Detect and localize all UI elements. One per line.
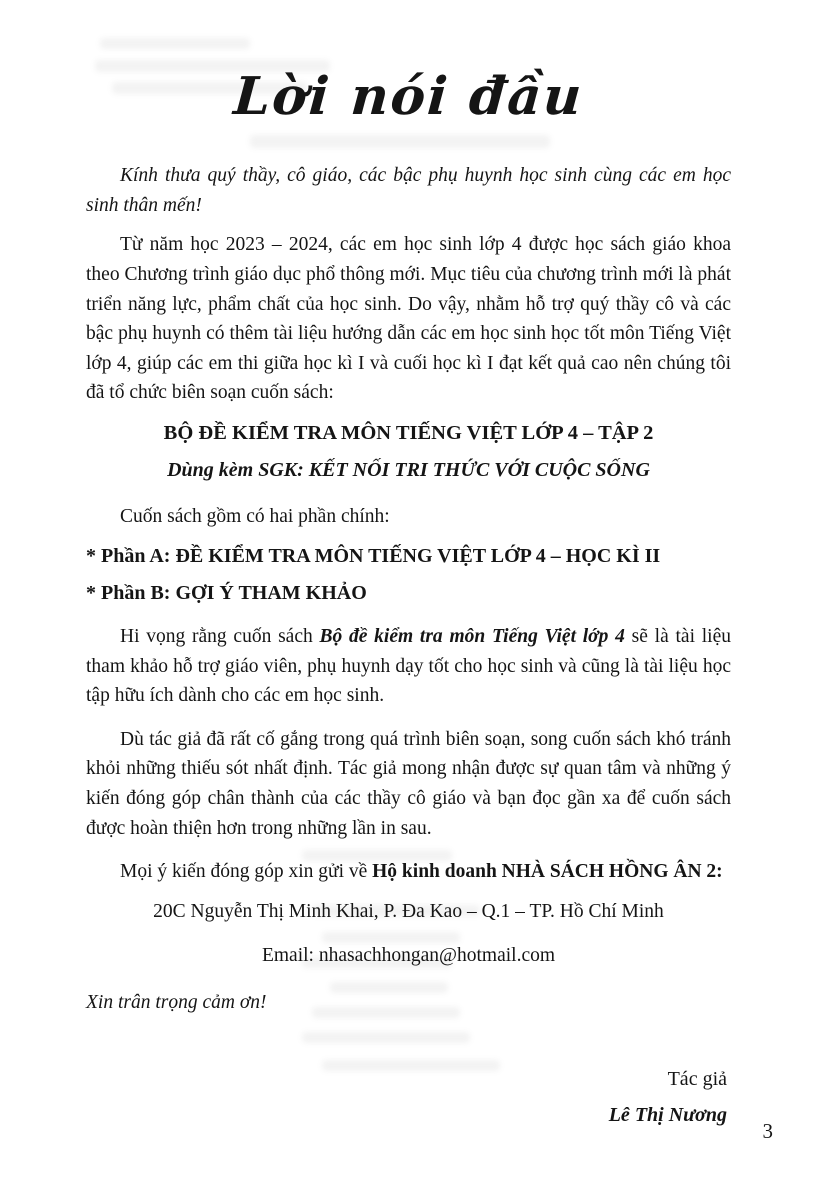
address-line: 20C Nguyễn Thị Minh Khai, P. Đa Kao – Q.1 – TP. Hồ Chí Minh <box>153 900 664 922</box>
part-a-line: * Phần A: ĐỀ KIỂM TRA MÔN TIẾNG VIỆT LỚP 4 – HỌC KÌ II <box>86 545 661 568</box>
feedback-text-prefix: Mọi ý kiến đóng góp xin gửi về <box>120 861 373 883</box>
author-block <box>86 1064 731 1131</box>
feedback-paragraph <box>86 857 731 887</box>
intro-paragraph: Từ năm học 2023 – 2024, các em học sinh lớp 4 được học sách giáo khoa theo Chương trình giáo dục phổ thông mới. Mục tiêu của chương trình mới là phát triển năng lực, phẩm chất của học sinh. Do vậy, nhằm hỗ trợ quý thầy cô và các bậc phụ huynh có thêm tài liệu hướng dẫn các em học sinh học tốt môn Tiếng Việt lớp 4, giúp các em thi giữa học kì I và cuối học kì I đạt kết quả cao nên chúng tôi đã tổ chức biên soạn cuốn sách: <box>86 234 731 404</box>
hope-book-title: Bộ đề kiểm tra môn Tiếng Việt lớp 4 <box>319 625 625 647</box>
hope-paragraph <box>86 622 731 711</box>
author-name: Lê Thị Nương <box>608 1104 727 1127</box>
book-subtitle-line: Dùng kèm SGK: KẾT NỐI TRI THỨC VỚI CUỘC SỐNG <box>167 459 650 482</box>
author-label: Tác giả <box>667 1067 727 1090</box>
page-number: 3 <box>762 1119 773 1143</box>
parts-intro-paragraph: Cuốn sách gồm có hai phần chính: <box>120 505 390 527</box>
feedback-store-name: Hộ kinh doanh NHÀ SÁCH HỒNG ÂN 2: <box>372 861 723 883</box>
hope-text-suffix: sẽ là tài liệu tham khảo hỗ trợ giáo viên, phụ huynh dạy tốt cho học sinh và cũng là tài liệu học tập hữu ích dành cho các em học sinh. <box>86 625 731 707</box>
book-title-line: BỘ ĐỀ KIỂM TRA MÔN TIẾNG VIỆT LỚP 4 – TẬP 2 <box>163 422 654 444</box>
part-b-line: * Phần B: GỢI Ý THAM KHẢO <box>86 581 367 604</box>
email-line: Email: nhasachhongan@hotmail.com <box>261 944 556 966</box>
greeting-paragraph: Kính thưa quý thầy, cô giáo, các bậc phụ huynh học sinh cùng các em học sinh thân mến! <box>86 165 731 216</box>
apology-paragraph: Dù tác giả đã rất cố gắng trong quá trình biên soạn, song cuốn sách khó tránh khỏi những thiếu sót nhất định. Tác giả mong nhận được sự quan tâm và những ý kiến đóng góp chân thành của các thầy cô giáo và bạn đọc gần xa để cuốn sách được hoàn thiện hơn trong những lần in sau. <box>86 728 731 839</box>
thanks-line: Xin trân trọng cảm ơn! <box>86 992 267 1014</box>
page-title: Lời nói đầu <box>231 66 586 127</box>
hope-text-prefix: Hi vọng rằng cuốn sách <box>120 625 320 647</box>
